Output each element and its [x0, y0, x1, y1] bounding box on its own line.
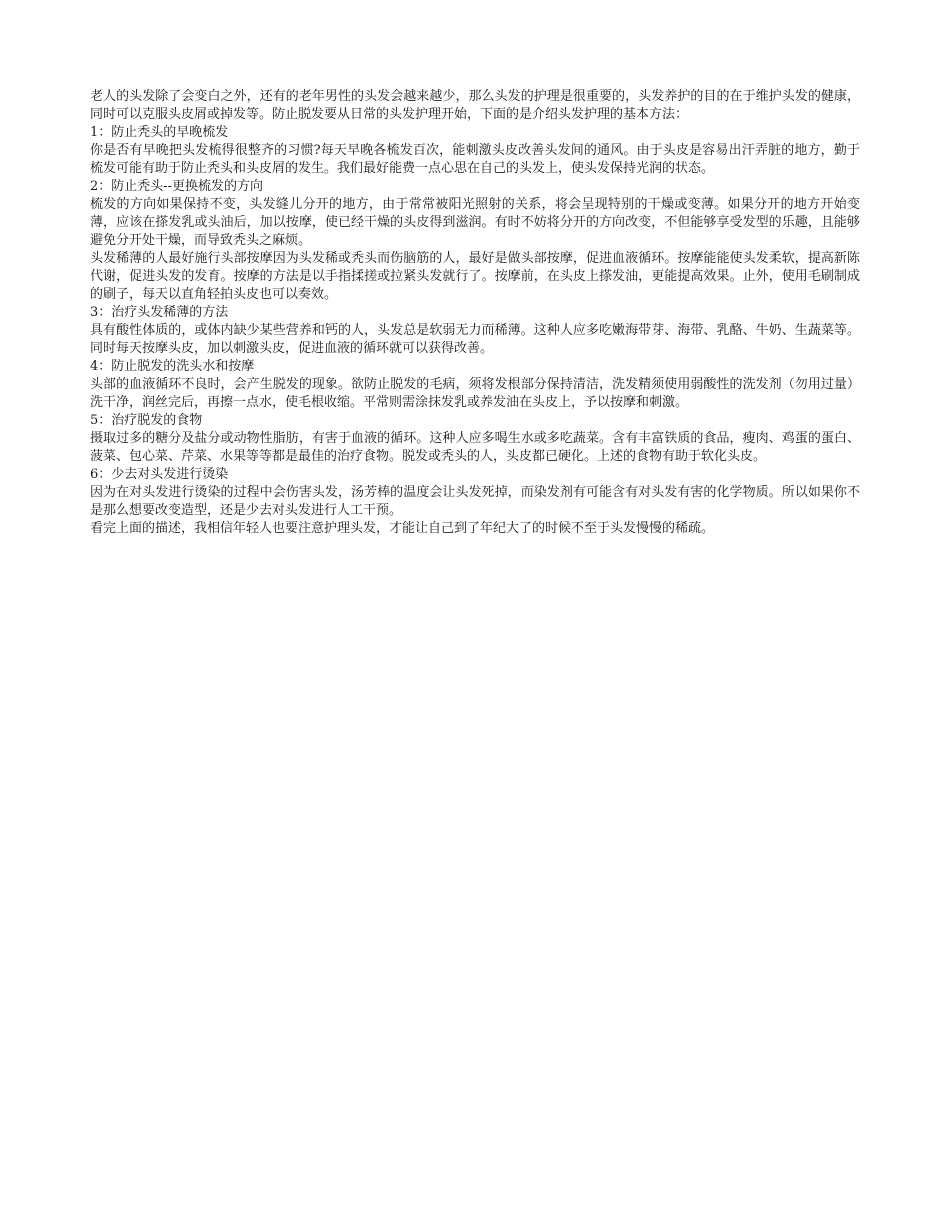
section-6-paragraph: 因为在对头发进行烫染的过程中会伤害头发，汤芳棒的温度会让头发死掉，而染发剂有可能含有对头发有害的化学物质。所以如果你不是那么想要改变造型，还是少去对头发进行人工干预。 [90, 485, 860, 518]
section-2-paragraph-1: 梳发的方向如果保持不变，头发缝儿分开的地方，由于常常被阳光照射的关系，将会呈现特别的干燥或变薄。如果分开的地方开始变薄，应该在搽发乳或头油后，加以按摩，使已经干燥的头皮得到滋润。有时不妨将分开的方向改变，不但能够享受发型的乐趣，且能够避免分开处干燥，而导致秃头之麻烦。 [90, 197, 860, 248]
section-5-paragraph: 摄取过多的糖分及盐分或动物性脂肪，有害于血液的循环。这种人应多喝生水或多吃蔬菜。含有丰富铁质的食品，瘦肉、鸡蛋的蛋白、菠菜、包心菜、芹菜、水果等等都是最佳的治疗食物。脱发或秃头的人，头皮都已硬化。上述的食物有助于软化头皮。 [90, 431, 860, 464]
section-4-paragraph: 头部的血液循环不良时，会产生脱发的现象。欲防止脱发的毛病，须将发根部分保持清洁，洗发精须使用弱酸性的洗发剂（勿用过量）洗干净，润丝完后，再擦一点水，使毛根收缩。平常则需涂抹发乳或养发油在头皮上，予以按摩和刺激。 [90, 377, 860, 410]
section-heading-1: 1：防止秃头的早晚梳发 [90, 125, 229, 140]
section-heading-5: 5：治疗脱发的食物 [90, 413, 203, 428]
section-heading-3: 3：治疗头发稀薄的方法 [90, 305, 229, 320]
section-heading-2: 2：防止秃头--更换梳发的方向 [90, 179, 264, 194]
intro-paragraph: 老人的头发除了会变白之外，还有的老年男性的头发会越来越少，那么头发的护理是很重要的，头发养护的目的在于维护头发的健康，同时可以克服头皮屑或掉发等。防止脱发要从日常的头发护理开始，下面的是介绍头发护理的基本方法： [90, 89, 860, 122]
document-body [90, 88, 860, 538]
section-heading-6: 6：少去对头发进行烫染 [90, 467, 229, 482]
section-heading-4: 4：防止脱发的洗头水和按摩 [90, 359, 255, 374]
closing-paragraph: 看完上面的描述，我相信年轻人也要注意护理头发，才能让自己到了年纪大了的时候不至于头发慢慢的稀疏。 [90, 521, 715, 536]
section-3-paragraph: 具有酸性体质的，或体内缺少某些营养和钙的人，头发总是软弱无力而稀薄。这种人应多吃嫩海带芽、海带、乳酪、牛奶、生蔬菜等。同时每天按摩头皮，加以刺激头皮，促进血液的循环就可以获得改善。 [90, 323, 860, 356]
section-1-paragraph: 你是否有早晚把头发梳得很整齐的习惯?每天早晚各梳发百次，能刺激头皮改善头发间的通风。由于头皮是容易出汗弄脏的地方，勤于梳发可能有助于防止秃头和头皮屑的发生。我们最好能费一点心思在自己的头发上，使头发保持光润的状态。 [90, 143, 860, 176]
section-2-paragraph-2: 头发稀薄的人最好施行头部按摩因为头发稀或秃头而伤脑筋的人，最好是做头部按摩，促进血液循环。按摩能能使头发柔软，提高新陈代谢，促进头发的发育。按摩的方法是以手指揉搓或拉紧头发就行了。按摩前，在头皮上搽发油，更能提高效果。止外，使用毛刷制成的刷子，每天以直角轻拍头皮也可以奏效。 [90, 251, 860, 302]
